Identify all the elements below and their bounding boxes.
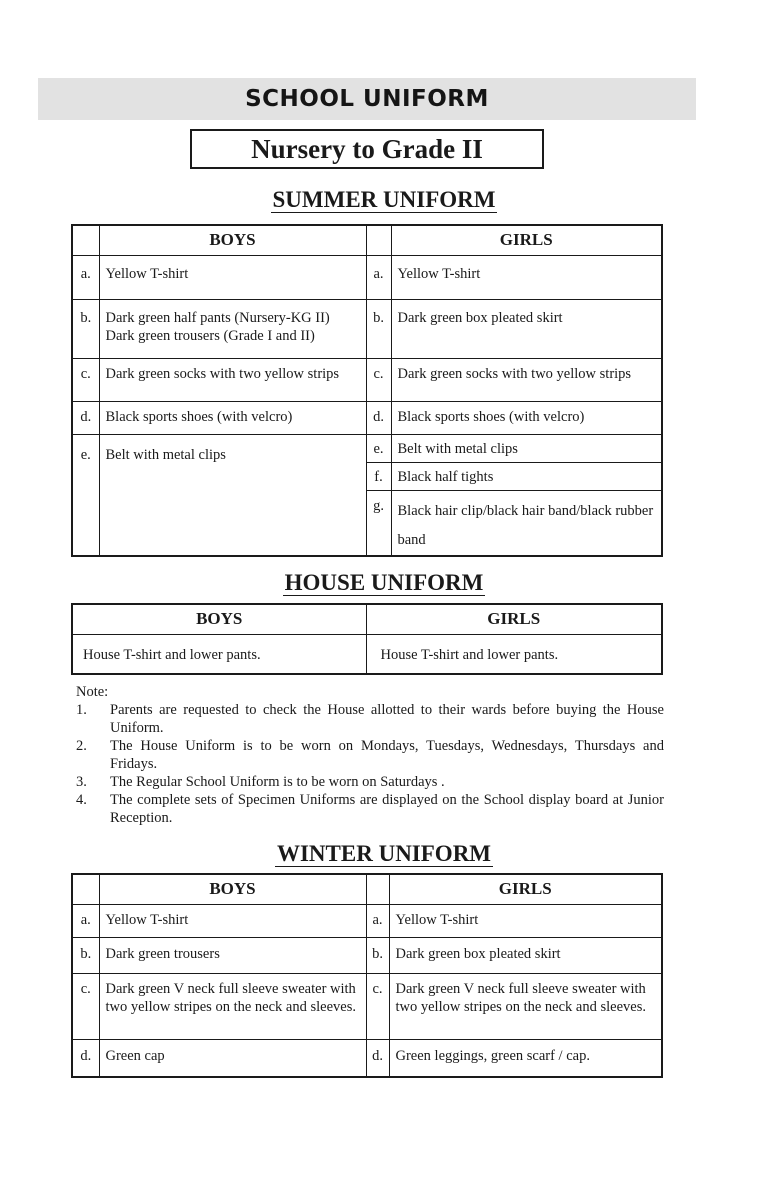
row-index: b. xyxy=(366,937,389,973)
row-index: e. xyxy=(366,434,391,462)
list-item xyxy=(76,773,664,791)
list-item xyxy=(76,737,664,773)
page-title: SCHOOL UNIFORM xyxy=(245,86,489,112)
row-index: d. xyxy=(72,401,99,434)
boys-header: BOYS xyxy=(99,874,366,904)
note-text: The complete sets of Specimen Uniforms are displayed on the School display board at Junior Reception. xyxy=(110,792,664,826)
table-row xyxy=(72,434,662,462)
girls-header: GIRLS xyxy=(391,225,662,255)
table-row xyxy=(72,255,662,299)
boys-item: Green cap xyxy=(99,1039,366,1077)
row-index: d. xyxy=(366,1039,389,1077)
grade-range-box: Nursery to Grade II xyxy=(190,129,544,169)
page-title-banner xyxy=(38,78,696,120)
table-row xyxy=(72,358,662,401)
summer-uniform-title: SUMMER UNIFORM xyxy=(272,187,496,212)
boys-item: Dark green socks with two yellow strips xyxy=(99,358,366,401)
row-index: b. xyxy=(366,299,391,358)
girls-item: Black half tights xyxy=(391,462,662,490)
boys-item: Dark green trousers xyxy=(99,937,366,973)
house-uniform-heading xyxy=(0,570,768,596)
note-number: 2. xyxy=(76,738,87,754)
boys-item: Yellow T-shirt xyxy=(99,904,366,937)
boys-header: BOYS xyxy=(99,225,366,255)
note-number: 3. xyxy=(76,774,87,790)
row-index: a. xyxy=(366,904,389,937)
table-header-row xyxy=(72,604,662,634)
girls-item: Belt with metal clips xyxy=(391,434,662,462)
row-index: b. xyxy=(72,937,99,973)
girls-item: Dark green socks with two yellow strips xyxy=(391,358,662,401)
note-text: The House Uniform is to be worn on Mondays, Tuesdays, Wednesdays, Thursdays and Fridays. xyxy=(110,738,664,772)
table-row xyxy=(72,634,662,674)
note-number: 4. xyxy=(76,792,87,808)
row-index: d. xyxy=(366,401,391,434)
summer-uniform-heading xyxy=(0,187,768,213)
boys-item xyxy=(99,299,366,358)
boys-item-line: Dark green half pants (Nursery-KG II) xyxy=(105,309,330,326)
boys-item-line: Dark green trousers (Grade I and II) xyxy=(105,327,315,344)
house-uniform-title: HOUSE UNIFORM xyxy=(284,570,484,595)
boys-header: BOYS xyxy=(72,604,366,634)
table-row xyxy=(72,1039,662,1077)
girls-item: Black hair clip/black hair band/black rubber band xyxy=(391,490,662,556)
row-index: f. xyxy=(366,462,391,490)
row-index: a. xyxy=(366,255,391,299)
winter-uniform-heading xyxy=(0,841,768,867)
row-index: b. xyxy=(72,299,99,358)
list-item xyxy=(76,791,664,827)
notes-section xyxy=(76,683,664,827)
table-row xyxy=(72,401,662,434)
boys-item: Dark green V neck full sleeve sweater with two yellow stripes on the neck and sleeves. xyxy=(99,973,366,1039)
winter-uniform-table xyxy=(71,873,663,1078)
table-row xyxy=(72,299,662,358)
table-header-row xyxy=(72,874,662,904)
row-index: a. xyxy=(72,904,99,937)
row-index: g. xyxy=(366,490,391,556)
row-index: c. xyxy=(72,973,99,1039)
girls-header: GIRLS xyxy=(389,874,662,904)
girls-header: GIRLS xyxy=(366,604,662,634)
row-index: c. xyxy=(366,358,391,401)
house-uniform-table xyxy=(71,603,663,675)
girls-item: Dark green box pleated skirt xyxy=(389,937,662,973)
girls-item: Dark green V neck full sleeve sweater with two yellow stripes on the neck and sleeves. xyxy=(389,973,662,1039)
girls-item: Yellow T-shirt xyxy=(391,255,662,299)
row-index: c. xyxy=(366,973,389,1039)
girls-item: Dark green box pleated skirt xyxy=(391,299,662,358)
table-header-row xyxy=(72,225,662,255)
winter-uniform-title: WINTER UNIFORM xyxy=(276,841,492,866)
summer-uniform-table xyxy=(71,224,663,557)
list-item xyxy=(76,701,664,737)
table-row xyxy=(72,904,662,937)
notes-list xyxy=(76,701,664,827)
boys-item: Yellow T-shirt xyxy=(99,255,366,299)
boys-item: Black sports shoes (with velcro) xyxy=(99,401,366,434)
note-number: 1. xyxy=(76,702,87,718)
row-index: e. xyxy=(72,434,99,556)
row-index: d. xyxy=(72,1039,99,1077)
girls-item: Yellow T-shirt xyxy=(389,904,662,937)
table-row xyxy=(72,937,662,973)
note-text: Parents are requested to check the House allotted to their wards before buying the House Uniform. xyxy=(110,702,664,736)
girls-item: Black sports shoes (with velcro) xyxy=(391,401,662,434)
boys-item: Belt with metal clips xyxy=(99,434,366,556)
girls-item: Green leggings, green scarf / cap. xyxy=(389,1039,662,1077)
row-index: c. xyxy=(72,358,99,401)
table-row xyxy=(72,973,662,1039)
girls-item: House T-shirt and lower pants. xyxy=(366,634,662,674)
note-text: The Regular School Uniform is to be worn on Saturdays . xyxy=(110,774,445,790)
boys-item: House T-shirt and lower pants. xyxy=(72,634,366,674)
notes-label: Note: xyxy=(76,684,109,700)
row-index: a. xyxy=(72,255,99,299)
